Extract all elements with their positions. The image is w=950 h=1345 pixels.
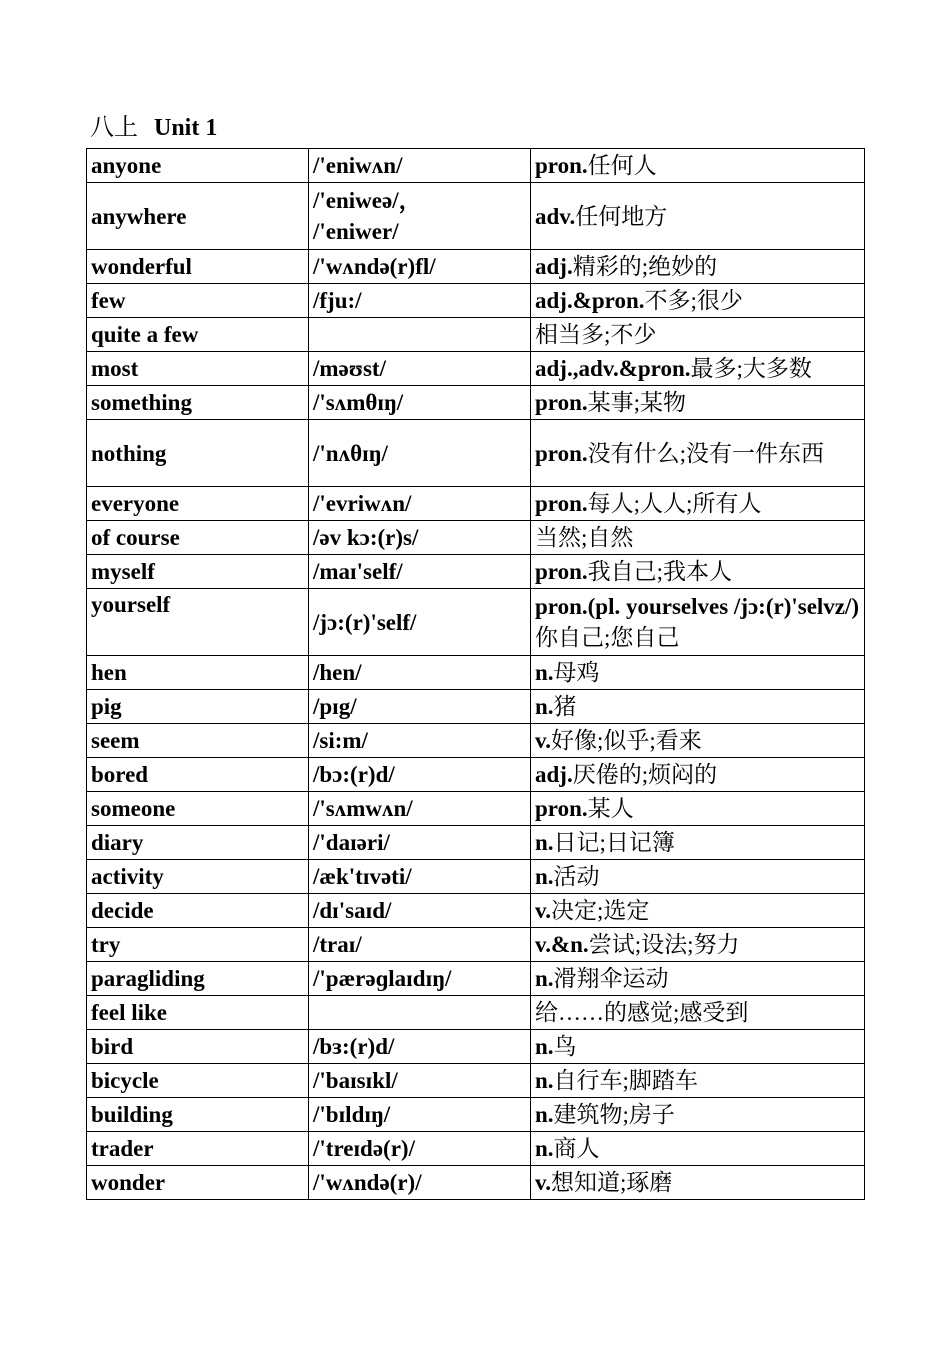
table-row bbox=[87, 690, 865, 724]
meaning-cell bbox=[531, 487, 865, 521]
table-row bbox=[87, 1098, 865, 1132]
meaning-cell bbox=[531, 555, 865, 589]
phonetic-cell: /'wʌndə(r)/ bbox=[309, 1166, 531, 1200]
phonetic-cell: /'wʌndə(r)fl/ bbox=[309, 250, 531, 284]
word-cell: trader bbox=[87, 1132, 309, 1166]
phonetic-cell: /'pærəɡlaɪdɪŋ/ bbox=[309, 962, 531, 996]
word-cell: nothing bbox=[87, 420, 309, 487]
phonetic-cell: /'treɪdə(r)/ bbox=[309, 1132, 531, 1166]
chinese-meaning: 最多;大多数 bbox=[690, 356, 812, 381]
part-of-speech: n. bbox=[535, 864, 554, 889]
table-row bbox=[87, 996, 865, 1030]
phonetic-cell: /'baɪsɪkl/ bbox=[309, 1064, 531, 1098]
table-row bbox=[87, 318, 865, 352]
part-of-speech: n. bbox=[535, 966, 554, 991]
word-cell: try bbox=[87, 928, 309, 962]
chinese-meaning: 任何人 bbox=[587, 153, 657, 178]
meaning-cell bbox=[531, 386, 865, 420]
word-cell: everyone bbox=[87, 487, 309, 521]
table-row bbox=[87, 183, 865, 250]
phonetic-cell: /əv kɔ:(r)s/ bbox=[309, 521, 531, 555]
title-grade: 八上 bbox=[90, 115, 138, 141]
phonetic-cell: /maɪ'self/ bbox=[309, 555, 531, 589]
phonetic-cell: /si:m/ bbox=[309, 724, 531, 758]
phonetic-cell: /bɔ:(r)d/ bbox=[309, 758, 531, 792]
meaning-cell bbox=[531, 1166, 865, 1200]
meaning-cell bbox=[531, 250, 865, 284]
meaning-cell bbox=[531, 860, 865, 894]
word-cell: building bbox=[87, 1098, 309, 1132]
meaning-cell bbox=[531, 149, 865, 183]
phonetic-cell: /bɜ:(r)d/ bbox=[309, 1030, 531, 1064]
phonetic-cell: /məʊst/ bbox=[309, 352, 531, 386]
meaning-cell bbox=[531, 420, 865, 487]
meaning-cell bbox=[531, 758, 865, 792]
chinese-meaning: 没有什么;没有一件东西 bbox=[587, 440, 825, 466]
table-row bbox=[87, 250, 865, 284]
part-of-speech: pron.(pl. yourselves /jɔ:(r)'selvz/) bbox=[535, 594, 860, 619]
table-row bbox=[87, 792, 865, 826]
phonetic-cell: /jɔ:(r)'self/ bbox=[309, 589, 531, 656]
chinese-meaning: 精彩的;绝妙的 bbox=[572, 254, 718, 279]
part-of-speech: pron. bbox=[535, 440, 588, 466]
meaning-cell bbox=[531, 352, 865, 386]
word-cell: wonder bbox=[87, 1166, 309, 1200]
part-of-speech: adv. bbox=[535, 203, 576, 229]
meaning-cell bbox=[531, 1098, 865, 1132]
table-row bbox=[87, 758, 865, 792]
word-cell: wonderful bbox=[87, 250, 309, 284]
word-cell: seem bbox=[87, 724, 309, 758]
meaning-cell bbox=[531, 1132, 865, 1166]
phonetic-line: /'eniweə/， bbox=[313, 188, 422, 213]
chinese-meaning: 建筑物;房子 bbox=[553, 1102, 675, 1127]
phonetic-cell: /'evriwʌn/ bbox=[309, 487, 531, 521]
part-of-speech: n. bbox=[535, 660, 554, 685]
meaning-cell bbox=[531, 690, 865, 724]
meaning-cell bbox=[531, 792, 865, 826]
chinese-meaning: 滑翔伞运动 bbox=[553, 966, 669, 991]
part-of-speech: n. bbox=[535, 1034, 554, 1059]
part-of-speech: pron. bbox=[535, 390, 588, 415]
table-row bbox=[87, 352, 865, 386]
phonetic-cell: /'sʌmθɪŋ/ bbox=[309, 386, 531, 420]
table-row bbox=[87, 420, 865, 487]
table-row bbox=[87, 928, 865, 962]
table-row bbox=[87, 860, 865, 894]
phonetic-line: /'eniwer/ bbox=[313, 219, 399, 244]
phonetic-cell bbox=[309, 318, 531, 352]
table-row bbox=[87, 284, 865, 318]
table-row bbox=[87, 962, 865, 996]
word-cell: bird bbox=[87, 1030, 309, 1064]
part-of-speech: adj. bbox=[535, 254, 573, 279]
phonetic-cell bbox=[309, 996, 531, 1030]
chinese-meaning: 不多;很少 bbox=[644, 288, 743, 313]
part-of-speech: v. bbox=[535, 1170, 551, 1195]
meaning-cell bbox=[531, 962, 865, 996]
phonetic-cell: /dɪ'saɪd/ bbox=[309, 894, 531, 928]
chinese-meaning: 猪 bbox=[553, 694, 577, 719]
phonetic-cell: /'daɪəri/ bbox=[309, 826, 531, 860]
title-unit: Unit 1 bbox=[154, 115, 218, 141]
table-row bbox=[87, 1166, 865, 1200]
phonetic-cell: /traɪ/ bbox=[309, 928, 531, 962]
word-cell: hen bbox=[87, 656, 309, 690]
phonetic-cell: /fju:/ bbox=[309, 284, 531, 318]
chinese-meaning: 每人;人人;所有人 bbox=[587, 491, 762, 516]
word-cell: bored bbox=[87, 758, 309, 792]
chinese-meaning: 日记;日记簿 bbox=[553, 830, 675, 855]
part-of-speech: n. bbox=[535, 1068, 554, 1093]
phonetic-cell: /'bɪldɪŋ/ bbox=[309, 1098, 531, 1132]
chinese-meaning: 任何地方 bbox=[575, 203, 668, 229]
chinese-meaning: 相当多;不少 bbox=[535, 322, 657, 347]
table-row bbox=[87, 656, 865, 690]
chinese-meaning: 商人 bbox=[553, 1136, 600, 1161]
chinese-meaning: 自行车;脚踏车 bbox=[553, 1068, 698, 1093]
chinese-meaning: 尝试;设法;努力 bbox=[588, 932, 740, 957]
phonetic-cell: /æk'tɪvəti/ bbox=[309, 860, 531, 894]
phonetic-cell: /'nʌθɪŋ/ bbox=[309, 420, 531, 487]
part-of-speech: v. bbox=[535, 728, 551, 753]
phonetic-cell: /pɪg/ bbox=[309, 690, 531, 724]
meaning-cell bbox=[531, 996, 865, 1030]
chinese-meaning: 你自己;您自己 bbox=[535, 625, 680, 650]
phonetic-cell: /hen/ bbox=[309, 656, 531, 690]
meaning-cell bbox=[531, 521, 865, 555]
part-of-speech: n. bbox=[535, 830, 554, 855]
part-of-speech: n. bbox=[535, 1136, 554, 1161]
chinese-meaning: 母鸡 bbox=[553, 660, 600, 685]
table-row bbox=[87, 487, 865, 521]
word-cell: someone bbox=[87, 792, 309, 826]
meaning-cell bbox=[531, 656, 865, 690]
table-row bbox=[87, 826, 865, 860]
chinese-meaning: 决定;选定 bbox=[550, 898, 650, 923]
page-title bbox=[90, 113, 217, 143]
table-row bbox=[87, 724, 865, 758]
part-of-speech: adj. bbox=[535, 762, 573, 787]
meaning-cell bbox=[531, 589, 865, 656]
word-cell: quite a few bbox=[87, 318, 309, 352]
meaning-cell bbox=[531, 183, 865, 250]
word-cell: diary bbox=[87, 826, 309, 860]
phonetic-cell bbox=[309, 183, 531, 250]
table-row bbox=[87, 894, 865, 928]
part-of-speech: v.&n. bbox=[535, 932, 589, 957]
word-cell: paragliding bbox=[87, 962, 309, 996]
meaning-cell bbox=[531, 826, 865, 860]
meaning-cell bbox=[531, 928, 865, 962]
chinese-meaning: 厌倦的;烦闷的 bbox=[572, 762, 718, 787]
word-cell: activity bbox=[87, 860, 309, 894]
part-of-speech: n. bbox=[535, 1102, 554, 1127]
word-cell: decide bbox=[87, 894, 309, 928]
table-row bbox=[87, 386, 865, 420]
part-of-speech: pron. bbox=[535, 491, 588, 516]
chinese-meaning: 给……的感觉;感受到 bbox=[535, 1000, 749, 1025]
table-row bbox=[87, 1064, 865, 1098]
word-cell: feel like bbox=[87, 996, 309, 1030]
part-of-speech: pron. bbox=[535, 559, 588, 584]
meaning-cell bbox=[531, 284, 865, 318]
word-cell: most bbox=[87, 352, 309, 386]
part-of-speech: pron. bbox=[535, 796, 588, 821]
chinese-meaning: 某人 bbox=[587, 796, 634, 821]
chinese-meaning: 我自己;我本人 bbox=[587, 559, 733, 584]
chinese-meaning: 活动 bbox=[553, 864, 600, 889]
table-row bbox=[87, 1132, 865, 1166]
word-cell: bicycle bbox=[87, 1064, 309, 1098]
part-of-speech: pron. bbox=[535, 153, 588, 178]
word-cell: of course bbox=[87, 521, 309, 555]
chinese-meaning: 想知道;琢磨 bbox=[550, 1170, 673, 1195]
word-cell: myself bbox=[87, 555, 309, 589]
word-cell: yourself bbox=[87, 589, 309, 656]
vocabulary-table-body bbox=[87, 149, 865, 1200]
meaning-cell bbox=[531, 1064, 865, 1098]
chinese-meaning: 好像;似乎;看来 bbox=[550, 728, 702, 753]
meaning-cell bbox=[531, 894, 865, 928]
chinese-meaning: 鸟 bbox=[553, 1034, 577, 1059]
part-of-speech: adj.,adv.&pron. bbox=[535, 356, 691, 381]
meaning-cell bbox=[531, 724, 865, 758]
table-row bbox=[87, 1030, 865, 1064]
word-cell: pig bbox=[87, 690, 309, 724]
phonetic-cell: /'eniwʌn/ bbox=[309, 149, 531, 183]
table-row bbox=[87, 555, 865, 589]
word-cell: something bbox=[87, 386, 309, 420]
phonetic-cell: /'sʌmwʌn/ bbox=[309, 792, 531, 826]
table-row bbox=[87, 589, 865, 656]
chinese-meaning: 当然;自然 bbox=[535, 525, 634, 550]
word-cell: anywhere bbox=[87, 183, 309, 250]
meaning-cell bbox=[531, 1030, 865, 1064]
word-cell: few bbox=[87, 284, 309, 318]
vocabulary-table bbox=[86, 148, 865, 1200]
part-of-speech: adj.&pron. bbox=[535, 288, 645, 313]
part-of-speech: v. bbox=[535, 898, 551, 923]
part-of-speech: n. bbox=[535, 694, 554, 719]
chinese-meaning: 某事;某物 bbox=[587, 390, 687, 415]
table-row bbox=[87, 521, 865, 555]
table-row bbox=[87, 149, 865, 183]
meaning-cell bbox=[531, 318, 865, 352]
word-cell: anyone bbox=[87, 149, 309, 183]
